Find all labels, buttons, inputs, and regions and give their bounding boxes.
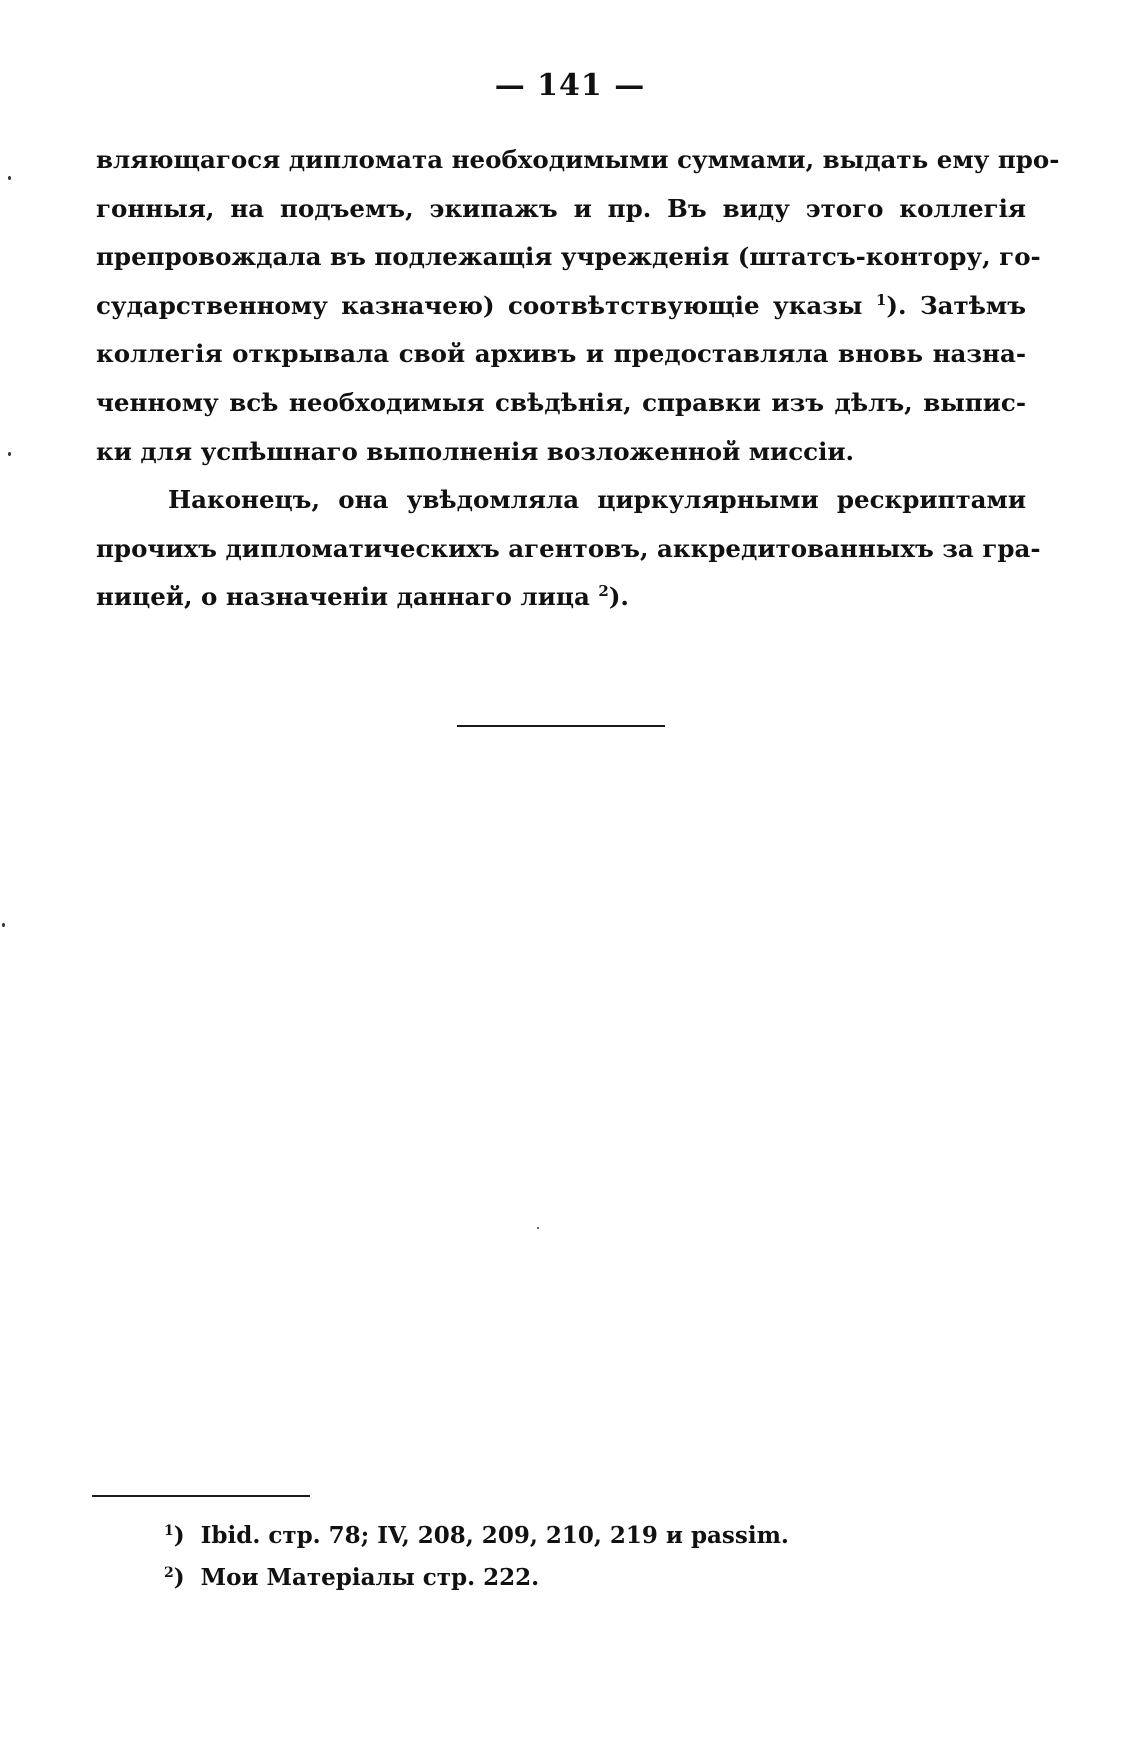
footnote-marker	[164, 1564, 185, 1591]
text-line: ки для успѣшнаго выполненія возложенной миссіи.	[96, 436, 855, 466]
footnote-number: 2	[164, 1565, 174, 1581]
text-line: Наконецъ, она увѣдомляла циркулярными рескриптами	[168, 485, 1026, 515]
scan-speck	[2, 923, 5, 927]
text-segment: ).	[608, 582, 629, 612]
text-line: гонныя, на подъемъ, экипажъ и пр. Въ виду этого коллегія	[96, 193, 1026, 223]
footnote-marker	[164, 1522, 185, 1549]
footnote-divider	[92, 1495, 310, 1497]
footnote-reference: 1	[875, 290, 887, 309]
text-line	[96, 282, 1026, 331]
body-text	[96, 136, 1060, 622]
footnotes	[164, 1515, 984, 1599]
text-line: вляющагося дипломата необходимыми суммами, выдать ему про-	[96, 145, 1060, 174]
footnote-bracket: )	[173, 1564, 185, 1591]
footnote-reference: 2	[598, 582, 609, 601]
text-segment: ницей, о назначеніи даннаго лица	[96, 582, 590, 612]
text-segment: ). Затѣмъ	[886, 290, 1027, 320]
text-line: коллегія открывала свой архивъ и предоставляла вновь назна-	[96, 339, 1026, 369]
footnote-text: Ibid. стр. 78; IV, 208, 209, 210, 219 и passim.	[200, 1522, 789, 1549]
footnote	[164, 1515, 984, 1557]
section-divider	[457, 725, 665, 727]
text-line	[96, 573, 1026, 622]
text-line: препровождала въ подлежащія учрежденія (штатсъ-контору, го-	[96, 242, 1041, 272]
scan-speck	[8, 176, 11, 180]
text-line: прочихъ дипломатическихъ агентовъ, аккредитованныхъ за гра-	[96, 533, 1041, 563]
footnote-text: Мои Матеріалы стр. 222.	[200, 1564, 540, 1591]
scan-speck	[537, 1227, 539, 1229]
footnote-bracket: )	[173, 1522, 185, 1549]
footnote-number: 1	[164, 1523, 174, 1539]
footnote	[164, 1557, 984, 1599]
page-number: — 141 —	[494, 68, 646, 103]
text-line: ченному всѣ необходимыя свѣдѣнія, справки изъ дѣлъ, выпис-	[96, 387, 1026, 417]
scan-speck	[8, 452, 11, 456]
text-segment: сударственному казначею) соотвѣтствующіе указы	[96, 290, 863, 320]
